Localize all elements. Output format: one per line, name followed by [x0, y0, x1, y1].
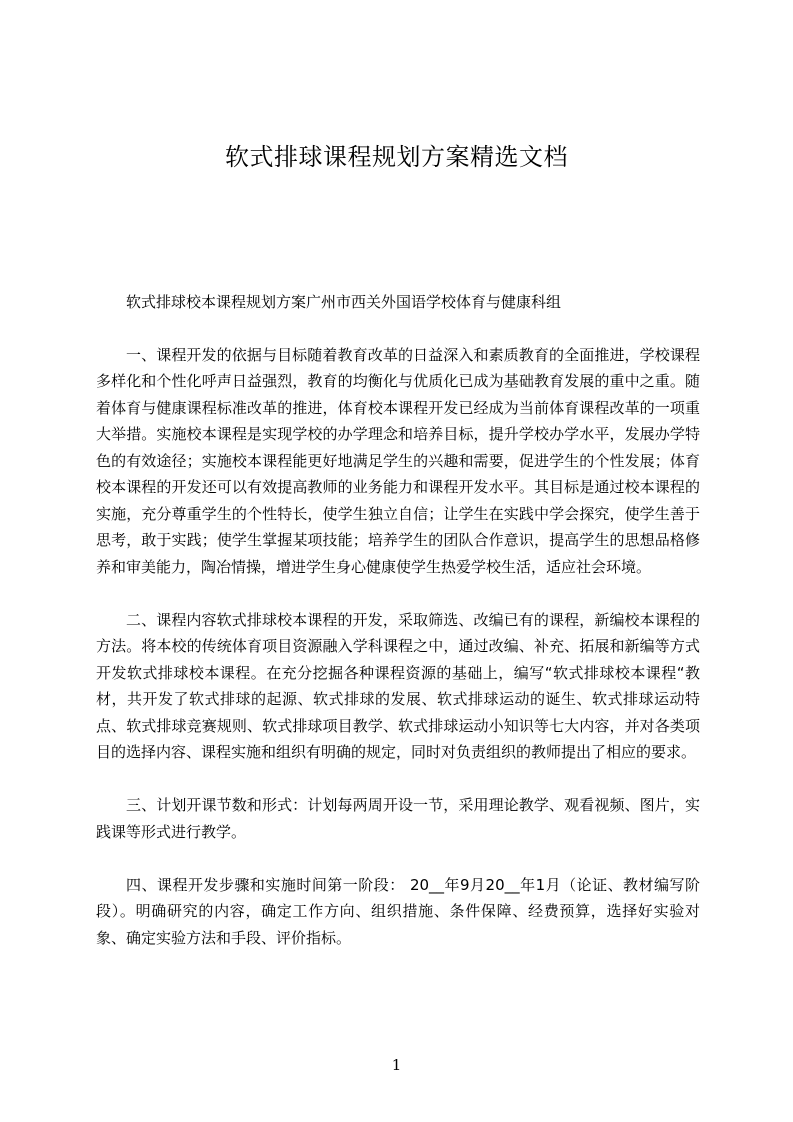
- section-1-paragraph: 一、课程开发的依据与目标随着教育改革的日益深入和素质教育的全面推进，学校课程多样化和个性化呼声日益强烈，教育的均衡化与优质化已成为基础教育发展的重中之重。随着体育与健康课程标准改革的推进，体育校本课程开发已经成为当前体育课程改革的一项重大举措。实施校本课程是实现学校的办学理念和培养目标，提升学校办学水平，发展办学特色的有效途径；实施校本课程能更好地满足学生的兴趣和需要，促进学生的个性发展；体育校本课程的开发还可以有效提高教师的业务能力和课程开发水平。其目标是通过校本课程的实施，充分尊重学生的个性特长，使学生独立自信；让学生在实践中学会探究，使学生善于思考，敢于实践；使学生掌握某项技能；培养学生的团队合作意识，提高学生的思想品格修养和审美能力，陶冶情操，增进学生身心健康使学生热爱学校生活，适应社会环境。: [96, 345, 700, 576]
- document-title: 软式排球课程规划方案精选文档: [225, 143, 568, 171]
- document-subtitle: 软式排球校本课程规划方案广州市西关外国语学校体育与健康科组: [126, 293, 562, 311]
- section-2-paragraph: 二、课程内容软式排球校本课程的开发，采取筛选、改编已有的课程，新编校本课程的方法。将本校的传统体育项目资源融入学科课程之中，通过改编、补充、拓展和新编等方式开发软式排球校本课程。在充分挖掘各种课程资源的基础上，编写“软式排球校本课程“教材，共开发了软式排球的起源、软式排球的发展、软式排球运动的诞生、软式排球运动特点、软式排球竞赛规则、软式排球项目教学、软式排球运动小知识等七大内容，并对各类项目的选择内容、课程实施和组织有明确的规定，同时对负责组织的教师提出了相应的要求。: [96, 610, 700, 761]
- section-3-paragraph: 三、计划开课节数和形式：计划每两周开设一节，采用理论教学、观看视频、图片，实践课等形式进行教学。: [96, 796, 700, 841]
- page-number: 1: [391, 1056, 402, 1074]
- document-body: [96, 289, 700, 978]
- section-4-paragraph: 四、课程开发步骤和实施时间第一阶段： 20__年9月20__年1月（论证、教材编写阶段）。明确研究的内容，确定工作方向、组织措施、条件保障、经费预算，选择好实验对象、确定实验方法和手段、评价指标。: [96, 875, 700, 947]
